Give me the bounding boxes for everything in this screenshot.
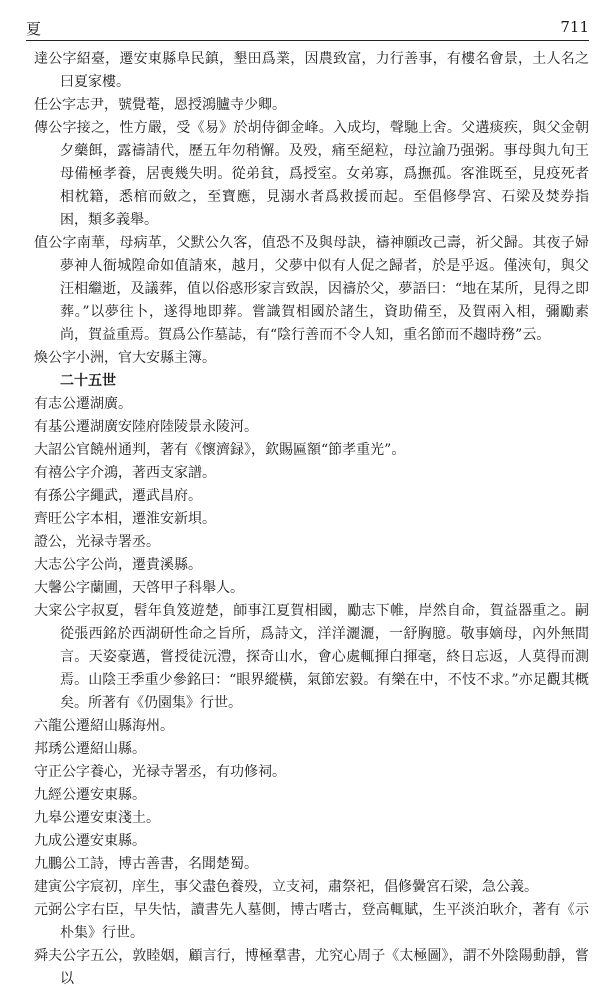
genealogy-entry: 證公，光禄寺署丞。	[34, 534, 160, 550]
genealogy-entry: 任公字志尹，號覺菴，恩授鴻臚寺少卿。	[34, 97, 286, 113]
genealogy-entry: 達公字紹臺，遷安東縣阜民鎮，墾田爲業，因農致富，力行善事，有樓名會景，土人名之曰夏家樓。	[34, 51, 589, 90]
genealogy-entry: 大志公字公尚，遷貴溪縣。	[34, 557, 202, 573]
genealogy-entry: 九經公遷安東縣。	[34, 787, 146, 803]
genealogy-entry: 六龍公遷紹山縣海州。	[34, 718, 174, 734]
header-rule	[26, 40, 589, 41]
genealogy-entry: 舜夫公字五公，敦睦姻，顧言行，博極羣書，尤究心周子《太極圖》，謂不外陰陽動靜，嘗以	[34, 948, 589, 987]
genealogy-entry: 齊旺公字本相，遷淮安新垻。	[34, 511, 216, 527]
genealogy-entry: 有禧公字介鴻，著西支家譜。	[34, 465, 216, 481]
body-text	[34, 48, 589, 991]
genealogy-entry: 元弼公字右臣，早失怙，讀書先人墓側，博古嗜古，登高輒賦，生平淡泊耿介，著有《示朴集》行世。	[34, 902, 589, 941]
genealogy-entry: 九鵬公工詩，博古善書，名聞楚蜀。	[34, 856, 258, 872]
genealogy-entry: 傳公字接之，性方嚴，受《易》於胡侍御金峰。入成均，聲馳上舍。父遘痰疾，與父金朝夕藥餌，露禱請代，歷五年勿稍懈。及殁，痛至絕粒，母泣諭乃强粥。事母與九旬王母備極孝養，居喪幾失明。從弟貧，爲授室。女弟寡，爲撫孤。客淮既至，見疫死者相枕籍，悉棺而斂之，至寶應，見溺水者爲救援而起。至倡修學宮、石梁及焚券指困，類多義舉。	[34, 120, 589, 228]
genealogy-entry: 建寅公字宸初，庠生，事父盡色養殁，立支祠，肅祭祀，倡修黌宮石梁，急公義。	[34, 879, 538, 895]
genealogy-entry: 守正公字養心，光禄寺署丞，有功修祠。	[34, 764, 286, 780]
genealogy-entry: 大寀公字叔夏，髫年負笈遊楚，師事江夏賀相國，勵志下帷，岸然自命，賀益器重之。嗣從張西銘於西湖研性命之旨所，爲詩文，洋洋灑灑，一舒胸臆。敬事嫡母，內外無間言。天姿豪邁，嘗授徒沅澧，探奇山水，會心處輒揮白揮毫，終日忘返，人莫得而測焉。山陰王季重少參銘曰：“眼界縱橫，氣節宏毅。有樂在中，不忮不求。”亦足觀其概矣。所著有《仍園集》行世。	[34, 603, 589, 711]
page-number: 711	[560, 18, 589, 36]
genealogy-entry: 有孫公字繩武，遷武昌府。	[34, 488, 202, 504]
genealogy-entry: 煥公字小洲，官大安縣主簿。	[34, 350, 216, 366]
genealogy-entry: 大馨公字蘭圃，天啓甲子科舉人。	[34, 580, 244, 596]
running-title: 夏	[26, 20, 42, 38]
genealogy-entry: 九成公遷安東縣。	[34, 833, 146, 849]
genealogy-entry: 九皋公遷安東淺土。	[34, 810, 160, 826]
genealogy-entry: 值公字南華，母病革，父默公久客，值恐不及與母訣，禱神願改己壽，祈父歸。其夜子婦夢神人衙城隍命如值請來，越月，父夢中似有人促之歸者，於是乎返。僅浹旬，與父汪相繼逝，及議葬，值以俗惑形家言致誤，因禱於父，夢語曰：“地在某所，見得之即葬。”以夢往卜，遂得地即葬。嘗識賀相國於諸生，資助備至，及賀兩入相，彌勵素尚，賀益重焉。賀爲公作墓誌，有“陰行善而不令人知，重名節而不趨時務”云。	[34, 235, 589, 343]
section-heading: 二十五世	[60, 373, 116, 389]
genealogy-entry: 邦琇公遷紹山縣。	[34, 741, 146, 757]
genealogy-entry: 大詔公官饒州通判，著有《懷濟録》，欽賜匾額“節孝重光”。	[34, 442, 406, 458]
genealogy-entry: 有志公遷湖廣。	[34, 396, 132, 412]
genealogy-entry: 有基公遷湖廣安陸府陸陵景永陵河。	[34, 419, 258, 435]
